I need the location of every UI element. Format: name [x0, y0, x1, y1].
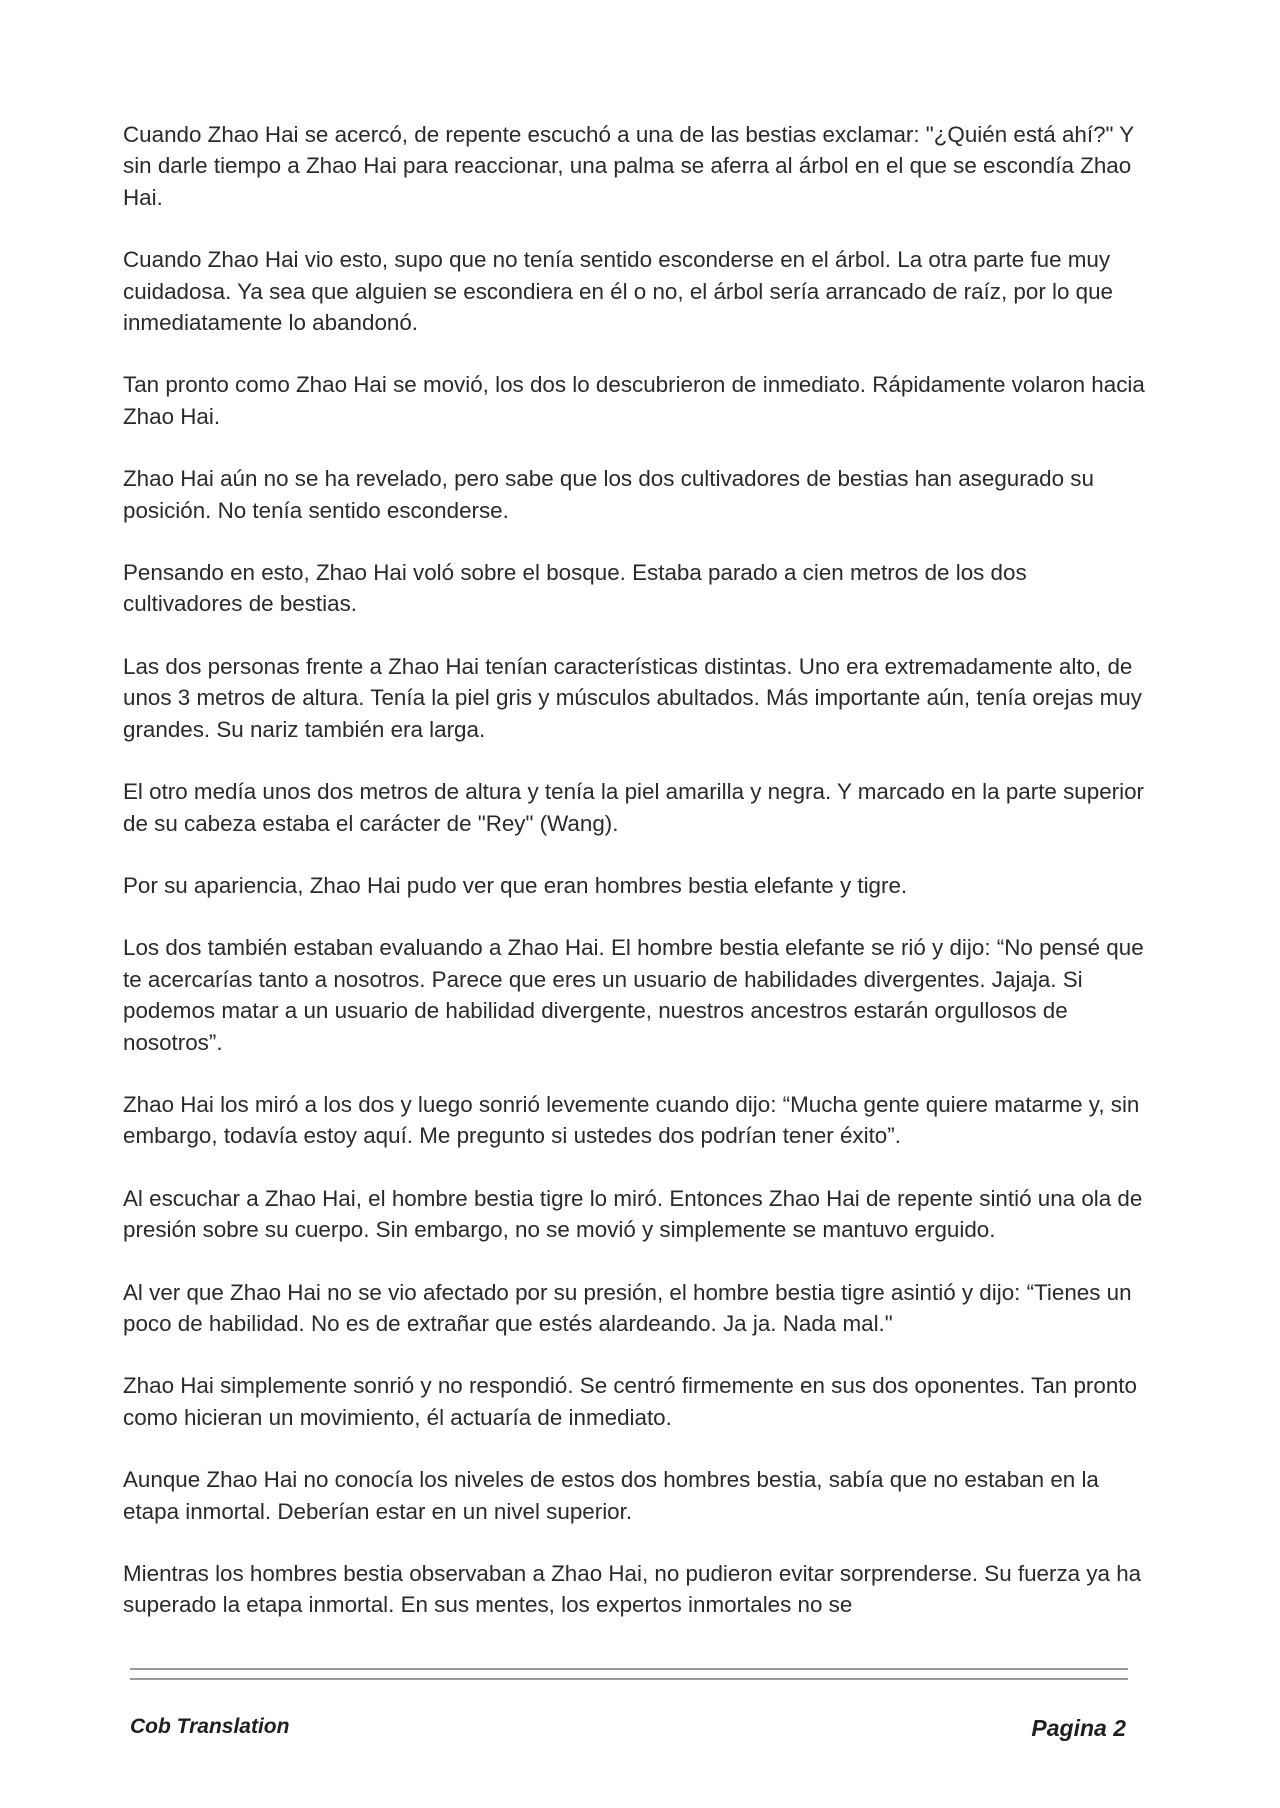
- paragraph: Cuando Zhao Hai vio esto, supo que no tenía sentido esconderse en el árbol. La otra parte fue muy cuidadosa. Ya sea que alguien se escondiera en él o no, el árbol sería arrancado de raíz, por lo que inmediatamente lo abandonó.: [123, 247, 1113, 336]
- paragraph: Zhao Hai aún no se ha revelado, pero sabe que los dos cultivadores de bestias han asegurado su posición. No tenía sentido esconderse.: [123, 466, 1094, 523]
- divider-line: [130, 1668, 1128, 1670]
- paragraph: Las dos personas frente a Zhao Hai tenían características distintas. Uno era extremadamente alto, de unos 3 metros de altura. Tenía la piel gris y músculos abultados. Más importante aún, tenía orejas muy grandes. Su nariz también era larga.: [123, 653, 1142, 742]
- paragraph: Cuando Zhao Hai se acercó, de repente escuchó a una de las bestias exclamar: "¿Quién está ahí?" Y sin darle tiempo a Zhao Hai para reaccionar, una palma se aferra al árbol en el que se escondía Zhao Hai.: [123, 122, 1134, 210]
- document-body: [123, 119, 1147, 1652]
- footer-divider: [130, 1668, 1128, 1688]
- paragraph: Al escuchar a Zhao Hai, el hombre bestia tigre lo miró. Entonces Zhao Hai de repente sintió una ola de presión sobre su cuerpo. Sin embargo, no se movió y simplemente se mantuvo erguido.: [123, 1185, 1143, 1243]
- paragraph: Zhao Hai los miró a los dos y luego sonrió levemente cuando dijo: “Mucha gente quiere matarme y, sin embargo, todavía estoy aquí. Me pregunto si ustedes dos podrían tener éxito”.: [123, 1091, 1140, 1149]
- paragraph: Los dos también estaban evaluando a Zhao Hai. El hombre bestia elefante se rió y dijo: “No pensé que te acercarías tanto a nosotros. Parece que eres un usuario de habilidades divergentes. Jajaja. Si podemos matar a un usuario de habilidad divergente, nuestros ancestros estarán orgullosos de nosotros”.: [123, 935, 1144, 1055]
- paragraph: Aunque Zhao Hai no conocía los niveles de estos dos hombres bestia, sabía que no estaban en la etapa inmortal. Deberían estar en un nivel superior.: [123, 1467, 1099, 1524]
- paragraph: El otro medía unos dos metros de altura y tenía la piel amarilla y negra. Y marcado en la parte superior de su cabeza estaba el carácter de "Rey" (Wang).: [123, 779, 1144, 836]
- page-number: Pagina 2: [1031, 1715, 1126, 1741]
- paragraph: Pensando en esto, Zhao Hai voló sobre el bosque. Estaba parado a cien metros de los dos cultivadores de bestias.: [123, 560, 1027, 617]
- page-footer: [130, 1715, 1126, 1749]
- paragraph: Tan pronto como Zhao Hai se movió, los dos lo descubrieron de inmediato. Rápidamente volaron hacia Zhao Hai.: [123, 372, 1145, 429]
- paragraph: Mientras los hombres bestia observaban a Zhao Hai, no pudieron evitar sorprenderse. Su fuerza ya ha superado la etapa inmortal. En sus mentes, los expertos inmortales no se: [123, 1561, 1142, 1618]
- translator-credit: Cob Translation: [130, 1715, 290, 1738]
- paragraph: Por su apariencia, Zhao Hai pudo ver que eran hombres bestia elefante y tigre.: [123, 872, 908, 898]
- divider-line: [130, 1678, 1128, 1680]
- paragraph: Zhao Hai simplemente sonrió y no respondió. Se centró firmemente en sus dos oponentes. Tan pronto como hicieran un movimiento, él actuaría de inmediato.: [123, 1373, 1137, 1430]
- paragraph: Al ver que Zhao Hai no se vio afectado por su presión, el hombre bestia tigre asintió y dijo: “Tienes un poco de habilidad. No es de extrañar que estés alardeando. Ja ja. Nada mal.": [123, 1279, 1132, 1336]
